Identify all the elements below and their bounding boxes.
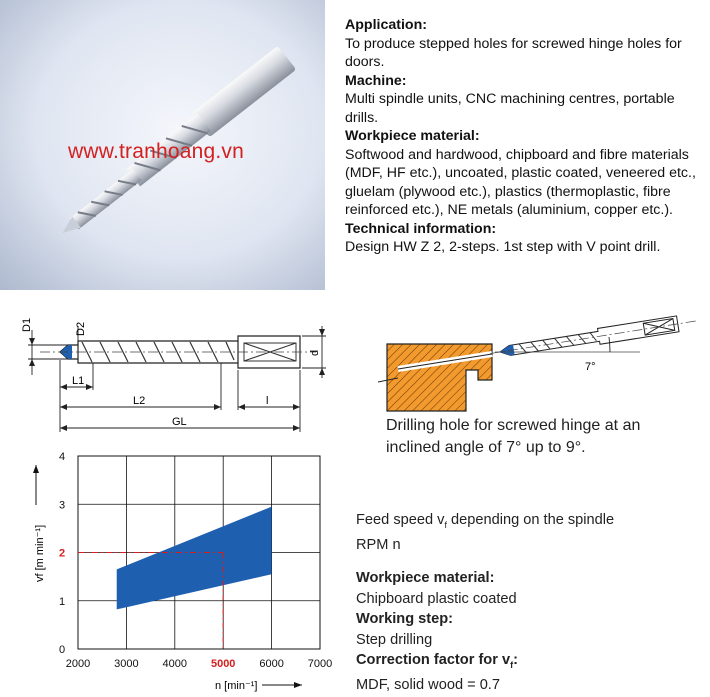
hinge-caption <box>386 415 640 459</box>
y-tick-label: 3 <box>58 499 66 512</box>
hinge-caption-line1: Drilling hole for screwed hinge at an <box>386 417 641 434</box>
dim-d1-label: D1 <box>21 317 33 332</box>
x-tick-label: 2000 <box>65 658 91 670</box>
watermark-text: www.tranhoang.vn <box>68 140 244 163</box>
conditions-block <box>356 568 518 696</box>
x-axis-label: n [min⁻¹] <box>215 680 258 692</box>
x-tick-label: 7000 <box>307 658 333 670</box>
workpiece2-text: Chipboard plastic coated <box>356 590 517 607</box>
y-tick-label: 1 <box>58 595 66 608</box>
workpiece2-heading: Workpiece material: <box>356 570 495 586</box>
x-tick-label: 6000 <box>259 658 284 670</box>
feed-speed-description <box>356 510 614 555</box>
working-step-text: Step drilling <box>356 631 433 648</box>
correction-heading: Correction factor for $v_f$: <box>356 652 518 670</box>
dim-l1-label: L1 <box>72 375 85 387</box>
x-tick-label: 4000 <box>162 658 188 670</box>
dim-l2-label: L2 <box>133 395 146 407</box>
dim-d2-label: D2 <box>75 321 87 336</box>
dim-l-label: l <box>266 395 269 407</box>
machine-text: Multi spindle units, CNC machining centres, portable drills. <box>345 91 675 126</box>
application-heading: Application: <box>345 17 427 33</box>
correction-text: MDF, solid wood = 0.7 <box>356 677 500 694</box>
technical-heading: Technical information: <box>345 220 497 237</box>
dim-gl-label: GL <box>172 416 187 428</box>
dim-d-label: d <box>309 349 321 356</box>
workpiece-heading: Workpiece material: <box>345 128 480 144</box>
y-tick-label: 2 <box>58 547 66 560</box>
y-tick-label: 4 <box>58 451 66 463</box>
feed-line2: RPM n <box>356 536 401 553</box>
feed-speed-chart <box>0 0 340 697</box>
hinge-caption-line2: inclined angle of 7° up to 9°. <box>386 439 586 456</box>
x-tick-label: 3000 <box>114 658 139 670</box>
technical-text: Design HW Z 2, 2-steps. 1st step with V point drill. <box>345 239 661 255</box>
feed-speed-band <box>117 507 272 610</box>
application-text: To produce stepped holes for screwed hinge holes for doors. <box>345 35 682 70</box>
machine-heading: Machine: <box>345 72 407 89</box>
y-axis-label: vf [m min⁻¹] <box>34 524 46 582</box>
x-tick-label: 5000 <box>210 658 236 670</box>
feed-line1: Feed speed $v_f$ depending on the spindle <box>356 512 615 530</box>
working-step-heading: Working step: <box>356 611 454 627</box>
y-tick-label: 0 <box>58 644 66 656</box>
workpiece-text: Softwood and hardwood, chipboard and fibre materials (MDF, HF etc.), uncoated, plastic coated, veneered etc., gluelam (plywood etc.), plastics (thermoplastic, fibre reinforced etc.), NE metals (aluminium, copper etc.). <box>345 146 696 218</box>
angle-label: 7° <box>585 361 596 373</box>
